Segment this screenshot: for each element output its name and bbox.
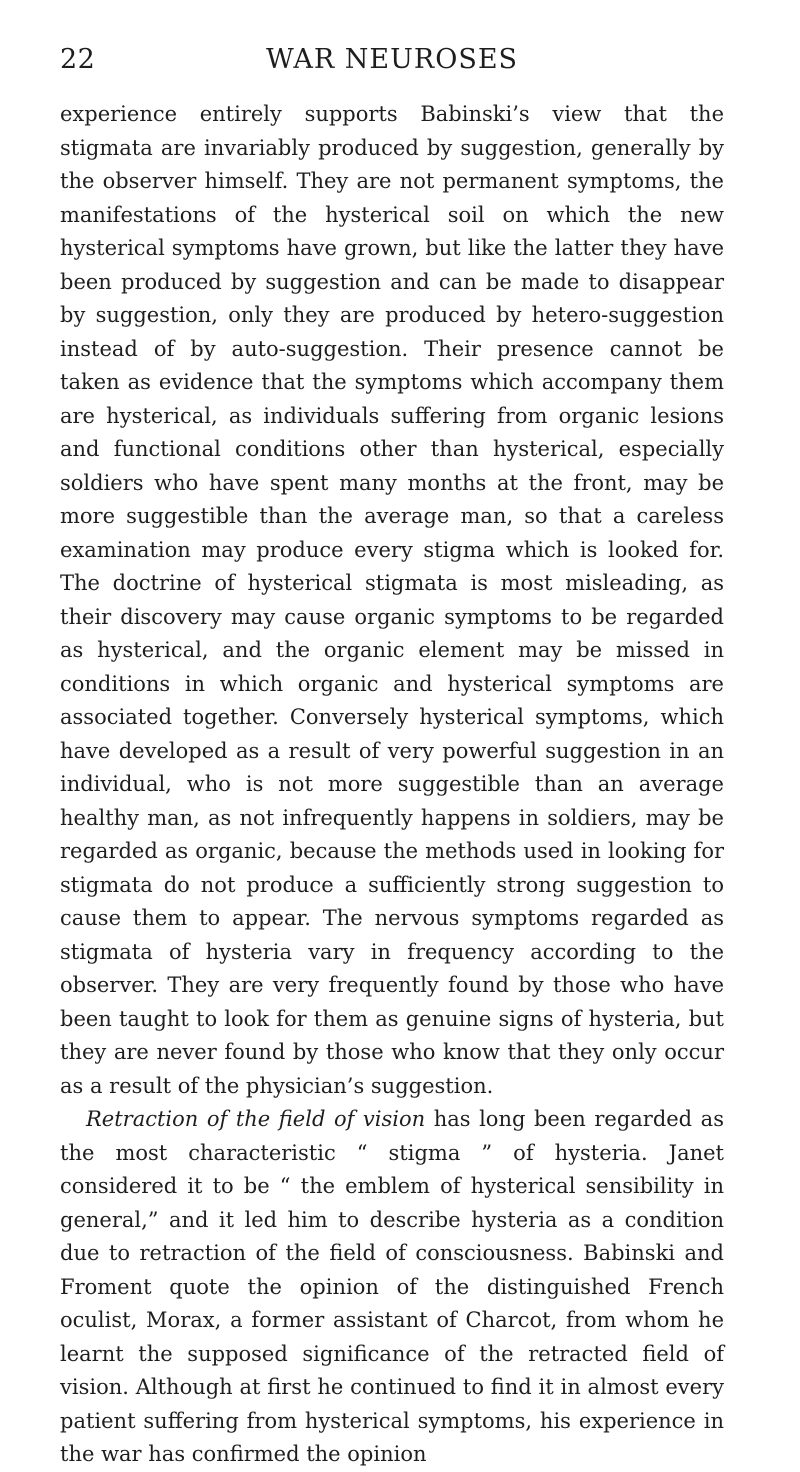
paragraph-text: has long been regarded as the most characteristic “ stigma ” of hysteria. Janet considered it to be “ the emblem of hysterical sensibility in general,” and it led him to describe hysteria as a condition due to retraction of the field of consciousness. Babinski and Froment quote the opinion of the distinguished French oculist, Morax, a former assistant of Charcot, from whom he learnt the supposed significance of the retracted field of vision. Although at first he continued to find it in almost every patient suffering from hysterical symptoms, his experience in the war has confirmed the opinion <box>60 1107 724 1466</box>
paragraph-stigmata-suggestion: experience entirely supports Babinski’s view that the stigmata are invariably produced by suggestion, generally by the observer himself. They are not permanent symptoms, the manifestations of the hysterical soil on which the new hysterical symptoms have grown, but like the latter they have been produced by suggestion and can be made to disappear by suggestion, only they are produced by hetero-suggestion instead of by auto-suggestion. Their presence cannot be taken as evidence that the symptoms which accompany them are hysterical, as individuals suffering from organic lesions and functional conditions other than hysterical, especially soldiers who have spent many months at the front, may be more suggestible than the average man, so that a careless examination may produce every stigma which is looked for. The doctrine of hysterical stigmata is most misleading, as their discovery may cause organic symptoms to be regarded as hysterical, and the organic element may be missed in conditions in which organic and hysterical symptoms are associated together. Conversely hysterical symptoms, which have developed as a result of very powerful suggestion in an individual, who is not more suggestible than an average healthy man, as not infrequently happens in soldiers, may be regarded as organic, because the methods used in looking for stigmata do not produce a sufficiently strong suggestion to cause them to appear. The nervous symptoms regarded as stigmata of hysteria vary in frequency according to the observer. They are very frequently found by those who have been taught to look for them as genuine signs of hysteria, but they are never found by those who know that they only occur as a result of the physician’s suggestion. <box>60 102 724 1098</box>
page-number: 22 <box>60 44 96 75</box>
running-head <box>60 44 724 84</box>
paragraph-field-of-vision <box>60 1103 724 1472</box>
body-text <box>60 98 724 1472</box>
italic-phrase: Retraction of the field of vision <box>86 1107 426 1131</box>
running-title: WAR NEUROSES <box>265 44 519 75</box>
